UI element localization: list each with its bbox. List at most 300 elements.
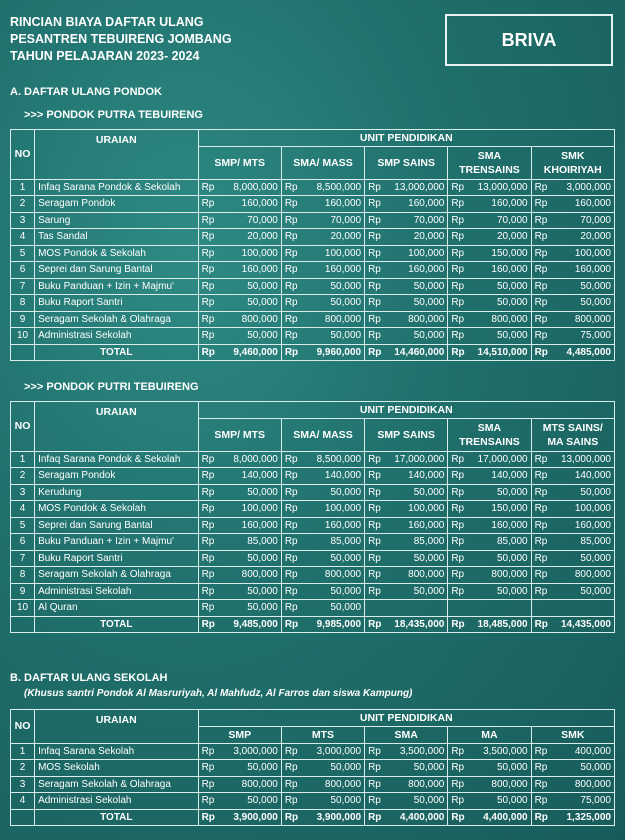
fee-value: 50,000 <box>303 278 364 295</box>
fee-value: 50,000 <box>220 278 281 295</box>
fee-value: 160,000 <box>470 262 531 279</box>
row-item-name: MOS Pondok & Sekolah <box>35 245 199 262</box>
currency-label: Rp <box>281 567 303 584</box>
currency-label: Rp <box>365 809 387 826</box>
currency-label: Rp <box>365 616 387 633</box>
col-header-unit: MA <box>448 726 531 743</box>
fee-value: 140,000 <box>470 468 531 485</box>
currency-label: Rp <box>281 501 303 518</box>
fee-value: 800,000 <box>220 311 281 328</box>
header-line-1: RINCIAN BIAYA DAFTAR ULANG <box>10 15 204 29</box>
currency-label: Rp <box>365 328 387 345</box>
table-row <box>11 212 615 229</box>
fee-value: 160,000 <box>553 196 614 213</box>
fee-value: 8,500,000 <box>303 179 364 196</box>
col-header-no: NO <box>11 402 35 452</box>
fee-value: 160,000 <box>220 196 281 213</box>
col-header-no: NO <box>11 130 35 180</box>
total-value: 18,485,000 <box>470 616 531 633</box>
row-number: 1 <box>11 743 35 760</box>
currency-label: Rp <box>198 229 220 246</box>
fee-value: 160,000 <box>553 517 614 534</box>
total-value: 1,325,000 <box>553 809 614 826</box>
row-number: 10 <box>11 600 35 617</box>
currency-label: Rp <box>531 278 553 295</box>
total-value: 9,460,000 <box>220 344 281 361</box>
col-header-uraian: URAIAN <box>35 130 199 180</box>
fee-value: 50,000 <box>387 328 448 345</box>
row-item-name: Seprei dan Sarung Bantal <box>35 517 199 534</box>
currency-label: Rp <box>281 760 303 777</box>
row-number: 7 <box>11 550 35 567</box>
fee-value: 50,000 <box>303 760 364 777</box>
currency-label: Rp <box>198 212 220 229</box>
fee-value: 70,000 <box>220 212 281 229</box>
col-header-unit: SMA TRENSAINS <box>448 418 531 451</box>
currency-label: Rp <box>531 484 553 501</box>
currency-label: Rp <box>281 212 303 229</box>
currency-label: Rp <box>448 501 470 518</box>
currency-label: Rp <box>531 501 553 518</box>
col-header-unit: SMP <box>198 726 281 743</box>
fee-value: 3,000,000 <box>220 743 281 760</box>
table-row <box>11 600 615 617</box>
row-number: 9 <box>11 311 35 328</box>
currency-label: Rp <box>281 550 303 567</box>
currency-label: Rp <box>365 344 387 361</box>
currency-label: Rp <box>365 793 387 810</box>
currency-label: Rp <box>365 550 387 567</box>
fee-value: 100,000 <box>387 501 448 518</box>
fee-value: 50,000 <box>387 760 448 777</box>
currency-label: Rp <box>198 262 220 279</box>
currency-label: Rp <box>281 179 303 196</box>
row-item-name: Seragam Sekolah & Olahraga <box>35 567 199 584</box>
fee-value: 85,000 <box>553 534 614 551</box>
fee-value: 100,000 <box>220 501 281 518</box>
fee-value: 160,000 <box>387 196 448 213</box>
currency-label: Rp <box>531 550 553 567</box>
total-value: 3,900,000 <box>220 809 281 826</box>
total-value: 4,400,000 <box>387 809 448 826</box>
currency-label: Rp <box>365 517 387 534</box>
fee-value: 50,000 <box>553 295 614 312</box>
col-header-unit-pendidikan: UNIT PENDIDIKAN <box>198 130 614 147</box>
total-value: 4,485,000 <box>553 344 614 361</box>
currency-label: Rp <box>281 344 303 361</box>
currency-label: Rp <box>281 743 303 760</box>
fee-value: 100,000 <box>303 501 364 518</box>
currency-label: Rp <box>365 196 387 213</box>
table-row <box>11 534 615 551</box>
row-item-name: Kerudung <box>35 484 199 501</box>
fee-value: 13,000,000 <box>553 451 614 468</box>
fee-value: 50,000 <box>387 484 448 501</box>
total-no-cell <box>11 616 35 633</box>
currency-label: Rp <box>198 451 220 468</box>
currency-label: Rp <box>365 262 387 279</box>
table-header-row <box>11 710 615 727</box>
currency-label: Rp <box>365 295 387 312</box>
col-header-uraian: URAIAN <box>35 402 199 452</box>
total-value: 4,400,000 <box>470 809 531 826</box>
total-label: TOTAL <box>35 344 199 361</box>
currency-label: Rp <box>531 583 553 600</box>
fee-value: 3,000,000 <box>553 179 614 196</box>
fee-value: 100,000 <box>220 245 281 262</box>
fee-value: 70,000 <box>387 212 448 229</box>
fee-value: 20,000 <box>220 229 281 246</box>
col-header-unit: MTS <box>281 726 364 743</box>
col-header-unit: SMK <box>531 726 614 743</box>
row-item-name: Infaq Sarana Sekolah <box>35 743 199 760</box>
fee-value: 50,000 <box>470 550 531 567</box>
currency-label: Rp <box>198 328 220 345</box>
currency-label: Rp <box>448 517 470 534</box>
row-item-name: Seprei dan Sarung Bantal <box>35 262 199 279</box>
col-header-unit: SMA/ MASS <box>281 418 364 451</box>
currency-label: Rp <box>281 196 303 213</box>
fee-value: 8,000,000 <box>220 451 281 468</box>
fee-value: 85,000 <box>387 534 448 551</box>
row-item-name: Buku Raport Santri <box>35 550 199 567</box>
fee-value: 800,000 <box>553 311 614 328</box>
currency-label: Rp <box>531 328 553 345</box>
currency-label: Rp <box>531 179 553 196</box>
fee-value: 50,000 <box>303 550 364 567</box>
currency-label: Rp <box>198 760 220 777</box>
currency-label: Rp <box>531 517 553 534</box>
fee-value: 50,000 <box>470 328 531 345</box>
header-line-2: PESANTREN TEBUIRENG JOMBANG <box>10 32 232 46</box>
row-number: 8 <box>11 295 35 312</box>
table-row <box>11 501 615 518</box>
currency-label: Rp <box>448 567 470 584</box>
currency-label: Rp <box>198 743 220 760</box>
total-row <box>11 809 615 826</box>
fee-value: 50,000 <box>387 295 448 312</box>
fee-value: 85,000 <box>470 534 531 551</box>
currency-label: Rp <box>448 328 470 345</box>
col-header-uraian: URAIAN <box>35 710 199 744</box>
currency-label: Rp <box>365 311 387 328</box>
row-number: 1 <box>11 451 35 468</box>
table-row <box>11 262 615 279</box>
col-header-unit-pendidikan: UNIT PENDIDIKAN <box>198 402 614 419</box>
fee-value: 800,000 <box>387 776 448 793</box>
currency-label: Rp <box>448 534 470 551</box>
currency-label: Rp <box>198 295 220 312</box>
table-row <box>11 196 615 213</box>
table-row <box>11 278 615 295</box>
row-number: 8 <box>11 567 35 584</box>
table-row <box>11 743 615 760</box>
putri-fee-table <box>10 401 615 633</box>
currency-label: Rp <box>531 295 553 312</box>
fee-value: 3,000,000 <box>303 743 364 760</box>
fee-value: 8,500,000 <box>303 451 364 468</box>
currency-label: Rp <box>198 501 220 518</box>
currency-label: Rp <box>198 534 220 551</box>
currency-label: Rp <box>448 809 470 826</box>
fee-value: 50,000 <box>220 760 281 777</box>
total-value: 14,510,000 <box>470 344 531 361</box>
fee-value: 50,000 <box>220 550 281 567</box>
fee-value: 50,000 <box>470 583 531 600</box>
currency-label: Rp <box>448 311 470 328</box>
fee-value: 50,000 <box>553 550 614 567</box>
row-number: 4 <box>11 229 35 246</box>
row-item-name: MOS Sekolah <box>35 760 199 777</box>
row-item-name: MOS Pondok & Sekolah <box>35 501 199 518</box>
fee-value: 50,000 <box>220 295 281 312</box>
fee-value: 50,000 <box>303 328 364 345</box>
table-row <box>11 468 615 485</box>
fee-value: 75,000 <box>553 328 614 345</box>
fee-value: 50,000 <box>387 793 448 810</box>
currency-label: Rp <box>531 534 553 551</box>
currency-label: Rp <box>281 295 303 312</box>
row-item-name: Administrasi Sekolah <box>35 793 199 810</box>
fee-value: 400,000 <box>553 743 614 760</box>
currency-label: Rp <box>365 212 387 229</box>
fee-value: 50,000 <box>220 484 281 501</box>
row-number: 7 <box>11 278 35 295</box>
fee-value: 8,000,000 <box>220 179 281 196</box>
currency-label: Rp <box>365 229 387 246</box>
table-row <box>11 567 615 584</box>
currency-label: Rp <box>198 583 220 600</box>
currency-label: Rp <box>365 451 387 468</box>
fee-value: 50,000 <box>387 583 448 600</box>
currency-label: Rp <box>198 484 220 501</box>
total-label: TOTAL <box>35 809 199 826</box>
fee-value: 20,000 <box>553 229 614 246</box>
fee-value: 150,000 <box>470 501 531 518</box>
fee-value: 150,000 <box>470 245 531 262</box>
fee-value: 800,000 <box>220 567 281 584</box>
currency-label: Rp <box>448 262 470 279</box>
currency-label: Rp <box>281 793 303 810</box>
currency-label: Rp <box>531 743 553 760</box>
fee-value: 160,000 <box>303 517 364 534</box>
currency-label: Rp <box>198 517 220 534</box>
currency-label: Rp <box>531 344 553 361</box>
currency-label: Rp <box>365 484 387 501</box>
section-a-title: A. DAFTAR ULANG PONDOK <box>10 86 162 98</box>
total-value: 9,985,000 <box>303 616 364 633</box>
total-label: TOTAL <box>35 616 199 633</box>
currency-label: Rp <box>198 344 220 361</box>
currency-label: Rp <box>448 760 470 777</box>
row-item-name: Seragam Sekolah & Olahraga <box>35 776 199 793</box>
total-value: 14,435,000 <box>553 616 614 633</box>
row-number: 6 <box>11 534 35 551</box>
col-header-unit: SMP/ MTS <box>198 146 281 179</box>
section-b-title: B. DAFTAR ULANG SEKOLAH <box>10 672 168 684</box>
putra-fee-table <box>10 129 615 361</box>
currency-label: Rp <box>365 501 387 518</box>
currency-label: Rp <box>365 760 387 777</box>
fee-value: 50,000 <box>553 484 614 501</box>
fee-value: 50,000 <box>470 295 531 312</box>
currency-label: Rp <box>198 245 220 262</box>
currency-label: Rp <box>448 278 470 295</box>
currency-label: Rp <box>448 212 470 229</box>
currency-label: Rp <box>198 793 220 810</box>
row-number: 10 <box>11 328 35 345</box>
fee-value: 800,000 <box>470 311 531 328</box>
row-number: 4 <box>11 793 35 810</box>
row-item-name: Seragam Pondok <box>35 196 199 213</box>
fee-value: 800,000 <box>303 776 364 793</box>
table-row <box>11 517 615 534</box>
fee-value: 160,000 <box>553 262 614 279</box>
table-row <box>11 179 615 196</box>
fee-value: 800,000 <box>470 776 531 793</box>
currency-label: Rp <box>198 809 220 826</box>
currency-label: Rp <box>198 616 220 633</box>
currency-label: Rp <box>198 179 220 196</box>
empty-cell <box>448 600 531 617</box>
fee-value: 50,000 <box>303 583 364 600</box>
col-header-unit: SMA TRENSAINS <box>448 146 531 179</box>
currency-label: Rp <box>281 600 303 617</box>
currency-label: Rp <box>531 616 553 633</box>
fee-value: 50,000 <box>470 793 531 810</box>
currency-label: Rp <box>365 179 387 196</box>
col-header-unit: SMA <box>365 726 448 743</box>
currency-label: Rp <box>281 328 303 345</box>
sekolah-fee-table <box>10 709 615 826</box>
fee-value: 140,000 <box>220 468 281 485</box>
table-row <box>11 229 615 246</box>
fee-value: 160,000 <box>470 196 531 213</box>
currency-label: Rp <box>448 229 470 246</box>
currency-label: Rp <box>531 468 553 485</box>
briva-box: BRIVA <box>445 14 613 66</box>
currency-label: Rp <box>448 295 470 312</box>
total-row <box>11 616 615 633</box>
currency-label: Rp <box>365 776 387 793</box>
currency-label: Rp <box>531 262 553 279</box>
row-number: 2 <box>11 468 35 485</box>
currency-label: Rp <box>531 196 553 213</box>
fee-value: 160,000 <box>303 196 364 213</box>
row-number: 9 <box>11 583 35 600</box>
fee-value: 50,000 <box>303 295 364 312</box>
fee-value: 50,000 <box>220 600 281 617</box>
fee-value: 800,000 <box>387 311 448 328</box>
currency-label: Rp <box>448 550 470 567</box>
currency-label: Rp <box>531 451 553 468</box>
total-row <box>11 344 615 361</box>
currency-label: Rp <box>448 451 470 468</box>
fee-value: 800,000 <box>303 311 364 328</box>
table-row <box>11 760 615 777</box>
fee-value: 85,000 <box>303 534 364 551</box>
currency-label: Rp <box>281 776 303 793</box>
row-item-name: Buku Panduan + Izin + Majmu' <box>35 534 199 551</box>
fee-value: 3,500,000 <box>470 743 531 760</box>
fee-value: 13,000,000 <box>470 179 531 196</box>
col-header-unit: SMP SAINS <box>365 146 448 179</box>
row-number: 2 <box>11 196 35 213</box>
table-row <box>11 484 615 501</box>
col-header-unit: SMA/ MASS <box>281 146 364 179</box>
table-row <box>11 328 615 345</box>
currency-label: Rp <box>281 583 303 600</box>
table-row <box>11 793 615 810</box>
row-number: 3 <box>11 212 35 229</box>
row-item-name: Al Quran <box>35 600 199 617</box>
row-number: 1 <box>11 179 35 196</box>
fee-value: 50,000 <box>470 484 531 501</box>
currency-label: Rp <box>281 245 303 262</box>
currency-label: Rp <box>281 809 303 826</box>
currency-label: Rp <box>448 743 470 760</box>
table-header-row <box>11 402 615 419</box>
fee-value: 50,000 <box>220 583 281 600</box>
currency-label: Rp <box>281 468 303 485</box>
fee-value: 50,000 <box>387 278 448 295</box>
fee-value: 70,000 <box>553 212 614 229</box>
currency-label: Rp <box>281 517 303 534</box>
fee-value: 800,000 <box>470 567 531 584</box>
table-row <box>11 295 615 312</box>
fee-value: 50,000 <box>303 484 364 501</box>
currency-label: Rp <box>531 212 553 229</box>
currency-label: Rp <box>531 229 553 246</box>
fee-value: 85,000 <box>220 534 281 551</box>
total-value: 9,960,000 <box>303 344 364 361</box>
currency-label: Rp <box>365 278 387 295</box>
currency-label: Rp <box>198 196 220 213</box>
table-row <box>11 550 615 567</box>
document-header <box>10 14 232 65</box>
currency-label: Rp <box>281 262 303 279</box>
fee-value: 800,000 <box>553 776 614 793</box>
row-number: 5 <box>11 517 35 534</box>
currency-label: Rp <box>448 484 470 501</box>
empty-cell <box>365 600 448 617</box>
fee-value: 100,000 <box>553 501 614 518</box>
fee-value: 100,000 <box>553 245 614 262</box>
empty-cell <box>531 600 614 617</box>
fee-value: 50,000 <box>303 793 364 810</box>
row-item-name: Infaq Sarana Pondok & Sekolah <box>35 179 199 196</box>
fee-value: 13,000,000 <box>387 179 448 196</box>
fee-value: 160,000 <box>470 517 531 534</box>
fee-value: 160,000 <box>303 262 364 279</box>
fee-value: 20,000 <box>470 229 531 246</box>
total-value: 18,435,000 <box>387 616 448 633</box>
row-number: 6 <box>11 262 35 279</box>
currency-label: Rp <box>365 534 387 551</box>
col-header-no: NO <box>11 710 35 744</box>
col-header-unit: SMP SAINS <box>365 418 448 451</box>
fee-value: 140,000 <box>387 468 448 485</box>
row-item-name: Buku Raport Santri <box>35 295 199 312</box>
fee-value: 50,000 <box>470 760 531 777</box>
currency-label: Rp <box>281 451 303 468</box>
fee-value: 160,000 <box>387 517 448 534</box>
currency-label: Rp <box>531 793 553 810</box>
currency-label: Rp <box>198 550 220 567</box>
currency-label: Rp <box>198 311 220 328</box>
row-item-name: Administrasi Sekolah <box>35 583 199 600</box>
row-number: 4 <box>11 501 35 518</box>
